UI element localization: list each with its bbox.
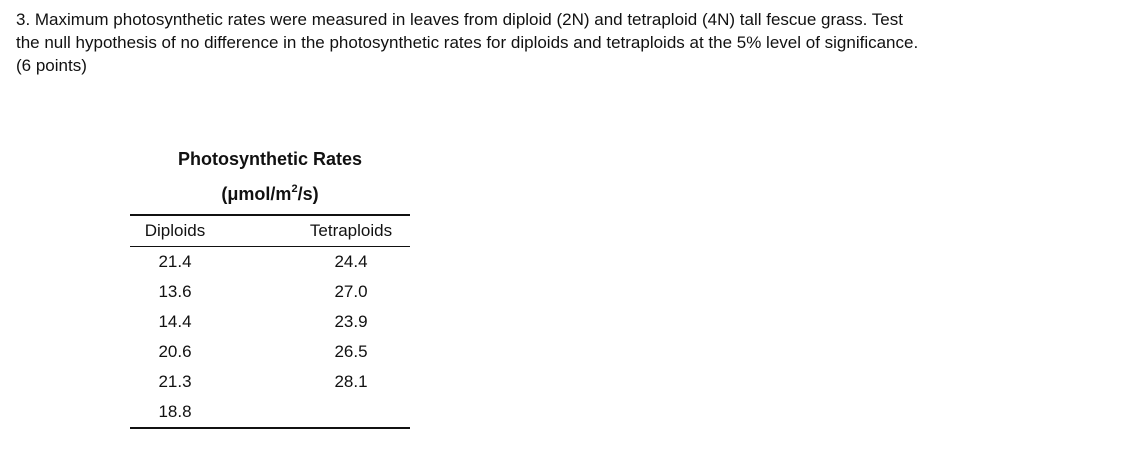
table-title-units [130, 181, 410, 208]
tetraploid-value [270, 397, 410, 428]
diploid-value: 14.4 [158, 312, 192, 331]
header-tetraploids: Tetraploids [270, 215, 410, 247]
rates-table-block [130, 146, 410, 429]
tetraploid-value: 26.5 [334, 342, 368, 361]
diploid-value: 21.3 [158, 372, 192, 391]
question-line-2: the null hypothesis of no difference in the photosynthetic rates for diploids and tetraploids at the 5% level of significance. [16, 33, 919, 52]
table-row [130, 277, 410, 307]
table-row [130, 247, 410, 278]
units-suffix: /s) [297, 184, 319, 204]
units-superscript: 2 [291, 183, 298, 195]
diploid-value: 20.6 [158, 342, 192, 361]
diploid-value: 13.6 [158, 282, 192, 301]
table-row [130, 397, 410, 428]
diploid-value: 21.4 [158, 252, 192, 271]
table-row [130, 307, 410, 337]
units-prefix: (μmol/m [221, 184, 292, 204]
rates-table [130, 214, 410, 429]
table-row [130, 337, 410, 367]
question-line-1: 3. Maximum photosynthetic rates were measured in leaves from diploid (2N) and tetraploid (4N) tall fescue grass. Test [16, 10, 903, 29]
question-text [16, 8, 1111, 77]
tetraploid-value: 28.1 [334, 372, 368, 391]
header-diploids: Diploids [130, 215, 270, 247]
tetraploid-value: 24.4 [334, 252, 368, 271]
tetraploid-value: 23.9 [334, 312, 368, 331]
table-row [130, 367, 410, 397]
table-title-main: Photosynthetic Rates [177, 149, 363, 169]
question-line-3: (6 points) [16, 56, 87, 75]
table-title [130, 146, 410, 208]
tetraploid-value: 27.0 [334, 282, 368, 301]
table-header-row [130, 215, 410, 247]
diploid-value: 18.8 [130, 397, 270, 428]
